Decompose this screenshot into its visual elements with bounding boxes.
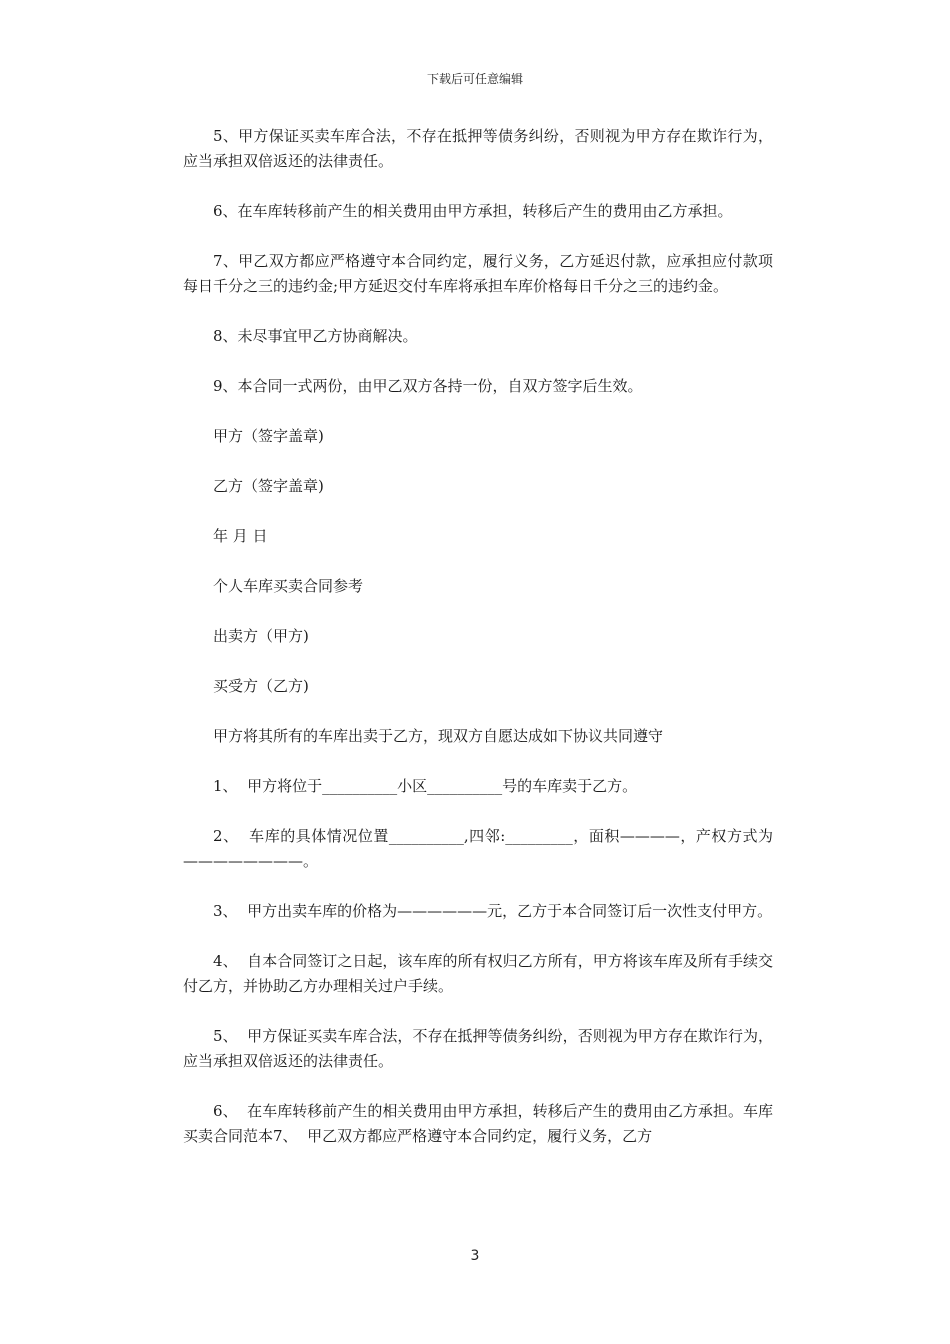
page-header: 下载后可任意编辑 [426,72,523,86]
section-title: 个人车库买卖合同参考 [213,577,364,595]
term-1-location: 1、 甲方将位于__________小区__________号的车库卖于乙方。 [213,777,638,795]
seller-line: 出卖方（甲方) [213,627,309,645]
date-line: 年 月 日 [213,527,268,545]
clause-5-warranty: 5、甲方保证买卖车库合法，不存在抵押等债务纠纷，否则视为甲方存在欺诈行为，应当承担双倍返还的法律责任。 [183,127,773,170]
page-number: 3 [470,1248,480,1264]
clause-9-copies: 9、本合同一式两份，由甲乙双方各持一份，自双方签字后生效。 [213,377,643,395]
buyer-line: 买受方（乙方) [213,677,309,695]
party-a-signature: 甲方（签字盖章) [213,427,324,445]
term-6-fees: 6、 在车库转移前产生的相关费用由甲方承担，转移后产生的费用由乙方承担。车库买卖合同范本7、 甲乙双方都应严格遵守本合同约定，履行义务，乙方 [183,1102,773,1145]
term-5-warranty: 5、 甲方保证买卖车库合法，不存在抵押等债务纠纷，否则视为甲方存在欺诈行为，应当承担双倍返还的法律责任。 [183,1027,773,1070]
clause-7-obligations: 7、甲乙双方都应严格遵守本合同约定，履行义务，乙方延迟付款，应承担应付款项每日千分之三的违约金;甲方延迟交付车库将承担车库价格每日千分之三的违约金。 [183,252,773,295]
document-body [183,124,773,1174]
term-4-ownership: 4、 自本合同签订之日起，该车库的所有权归乙方所有，甲方将该车库及所有手续交付乙方，并协助乙方办理相关过户手续。 [183,952,773,995]
party-b-signature: 乙方（签字盖章) [213,477,324,495]
term-2-details: 2、 车库的具体情况位置__________,四邻:_________，面积————，产权方式为————————。 [183,827,773,870]
clause-8-negotiation: 8、未尽事宜甲乙方协商解决。 [213,327,418,345]
term-3-price: 3、 甲方出卖车库的价格为——————元，乙方于本合同签订后一次性支付甲方。 [213,902,773,920]
agreement-intro: 甲方将其所有的车库出卖于乙方，现双方自愿达成如下协议共同遵守 [213,727,664,745]
clause-6-fees: 6、在车库转移前产生的相关费用由甲方承担，转移后产生的费用由乙方承担。 [213,202,733,220]
